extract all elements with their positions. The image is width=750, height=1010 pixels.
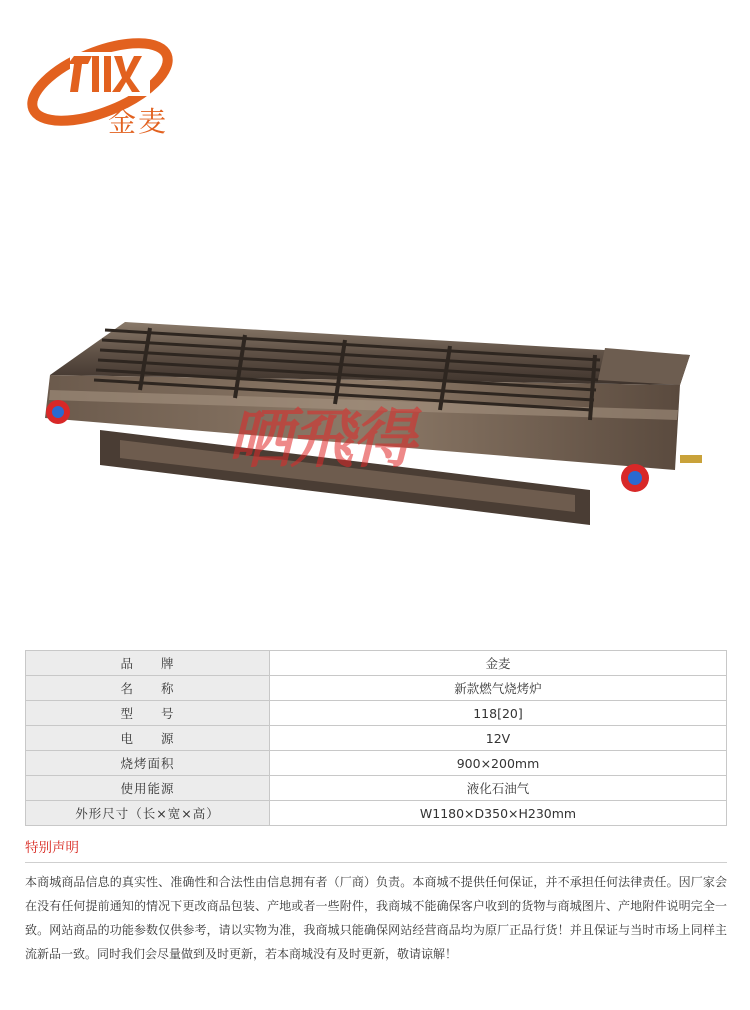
spec-value: 118[20] <box>270 701 727 726</box>
divider <box>25 862 727 863</box>
spec-value: 液化石油气 <box>270 776 727 801</box>
logo-text: 金麦 <box>108 105 169 138</box>
notice-body: 本商城商品信息的真实性、准确性和合法性由信息拥有者（厂商）负责。本商城不提供任何保证，并不承担任何法律责任。因厂家会在没有任何提前通知的情况下更改商品包装、产地或者一些附件，我商城不能确保客户收到的货物与商城图片、产地附件说明完全一致。网站商品的功能参数仅供参考，请以实物为准，我商城只能确保网站经营商品均为原厂正品行货！并且保证与当时市场上同样主流新品一致。同时我们会尽量做到及时更新，若本商城没有及时更新，敬请谅解！ <box>25 875 727 961</box>
spec-key: 使用能源 <box>26 776 270 801</box>
table-row <box>26 726 727 751</box>
spec-value: 900×200mm <box>270 751 727 776</box>
spec-value: W1180×D350×H230mm <box>270 801 727 826</box>
table-row <box>26 651 727 676</box>
spec-value: 新款燃气烧烤炉 <box>270 676 727 701</box>
spec-table <box>25 650 727 826</box>
table-row <box>26 701 727 726</box>
watermark: 晒飛得 <box>228 403 414 477</box>
spec-value: 金麦 <box>270 651 727 676</box>
spec-key: 外形尺寸（长×宽×高） <box>26 801 270 826</box>
notice-title: 特别声明 <box>25 840 79 856</box>
spec-value: 12V <box>270 726 727 751</box>
table-row <box>26 776 727 801</box>
spec-key: 型 号 <box>26 701 270 726</box>
table-row <box>26 751 727 776</box>
table-row <box>26 676 727 701</box>
spec-key: 名 称 <box>26 676 270 701</box>
spec-key: 品 牌 <box>26 651 270 676</box>
spec-key: 电 源 <box>26 726 270 751</box>
spec-key: 烧烤面积 <box>26 751 270 776</box>
table-row <box>26 801 727 826</box>
